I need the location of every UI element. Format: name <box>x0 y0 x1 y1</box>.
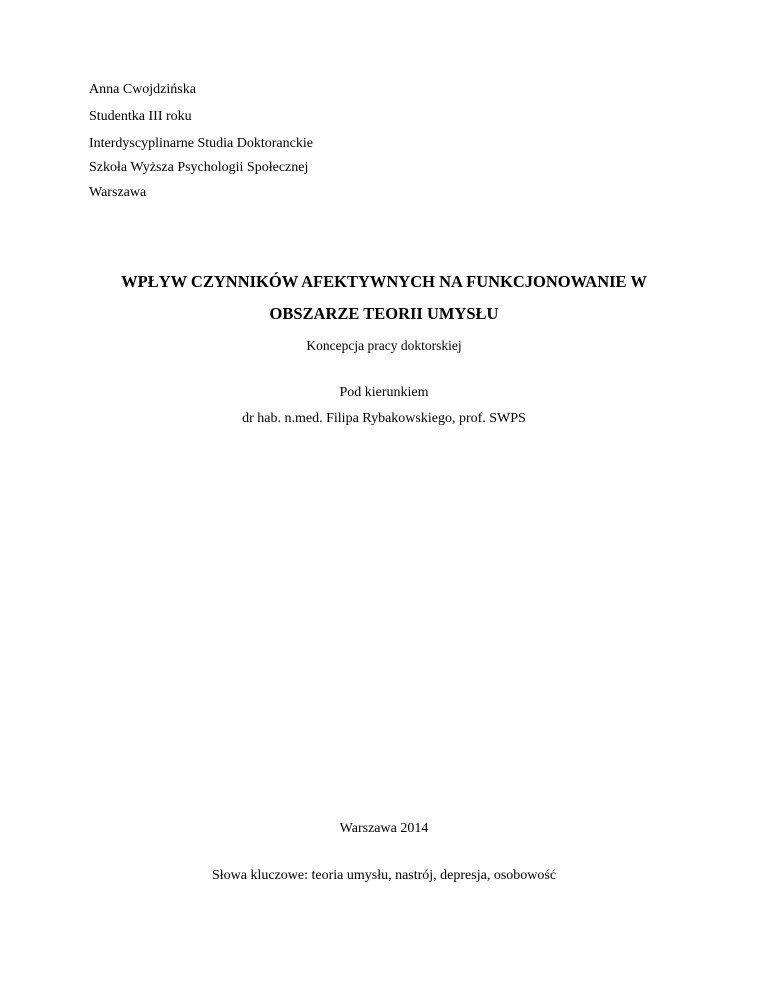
author-city: Warszawa <box>89 185 147 200</box>
supervisor-name: dr hab. n.med. Filipa Rybakowskiego, prof. SWPS <box>242 411 526 426</box>
keywords: Słowa kluczowe: teoria umysłu, nastrój, depresja, osobowość <box>211 868 557 883</box>
author-school: Szkoła Wyższa Psychologii Społecznej <box>89 160 309 175</box>
place-year: Warszawa 2014 <box>339 821 429 836</box>
author-status: Studentka III roku <box>89 109 192 124</box>
page-subtitle: Koncepcja pracy doktorskiej <box>306 338 462 353</box>
supervision-label: Pod kierunkiem <box>339 385 429 400</box>
author-name: Anna Cwojdzińska <box>89 82 196 97</box>
page-title-line-2: OBSZARZE TEORII UMYSŁU <box>269 304 499 323</box>
page-title-line-1: WPŁYW CZYNNIKÓW AFEKTYWNYCH NA FUNKCJONOWANIE W <box>121 272 647 291</box>
author-program: Interdyscyplinarne Studia Doktoranckie <box>89 136 313 151</box>
